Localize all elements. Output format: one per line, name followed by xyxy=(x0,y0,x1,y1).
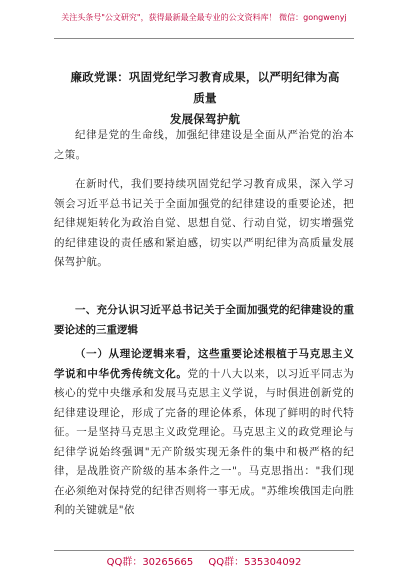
footer-contacts xyxy=(54,557,354,569)
footer-divider xyxy=(54,550,354,551)
body-paragraph: 在新时代，我们要持续巩固党纪学习教育成果，深入学习领会习近平总书记关于全面加强党的纪律建设的重要论述，把纪律规矩转化为政治自觉、思想自觉、行动自觉，切实增强党的纪律建设的责任感和紧迫感，切实以严明纪律为高质量发展保驾护航。 xyxy=(54,178,354,268)
header-divider xyxy=(54,38,354,39)
document-title xyxy=(66,67,344,130)
intro-paragraph: 纪律是党的生命线，加强纪律建设是全面从严治党的治本之策。 xyxy=(54,129,354,161)
title-line-1: 廉政党课：巩固党纪学习教育成果，以严明纪律为高质量 xyxy=(70,70,340,105)
title-line-2: 发展保驾护航 xyxy=(169,112,241,126)
subsection-lead: （一）从理论逻辑来看，这些重要论述根植于马克思主义学说和中华优秀传统文化。 xyxy=(54,348,354,380)
section-heading: 一、充分认识习近平总书记关于全面加强党的纪律建设的重要论述的三重逻辑 xyxy=(54,304,354,336)
subsection-body: 党的十八大以来，以习近平同志为核心的党中央继承和发展马克思主义学说，与时俱进创新党的纪律建设理论，形成了完备的理论体系，体现了鲜明的时代特征。一是坚持马克思主义政党理论。马克思主义的政党理论与纪律学说始终强调"无产阶级实现无条件的集中和极严格的纪律，是战胜资产阶级的基本条件之一"。马克思指出："我们现在必须绝对保持党的纪律否则将一事无成。"苏维埃俄国走向胜利的关键就是"依 xyxy=(54,367,355,516)
subsection-paragraph xyxy=(54,345,354,521)
qq-group-2: QQ群：535304092 xyxy=(208,557,302,568)
qq-group-1: QQ群：30265665 xyxy=(106,557,194,568)
promo-banner: 关注头条号"公文研究"，获得最新最全最专业的公文资料库！ 微信：gongwenyj xyxy=(61,13,347,22)
